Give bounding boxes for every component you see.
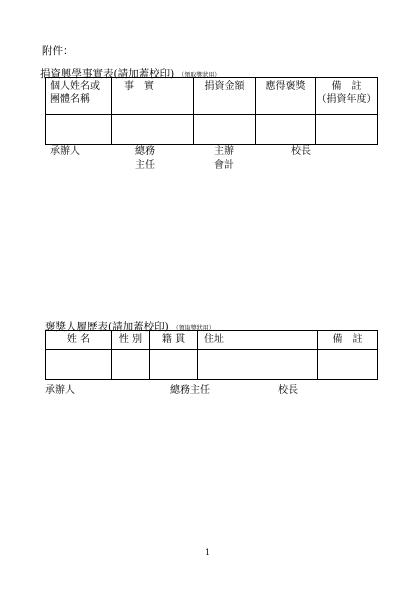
donation-facts-table <box>45 77 378 145</box>
form1-sign-handler: 承辦人 <box>50 146 80 157</box>
form1-sign-general-affairs-line2: 主任 <box>135 160 155 171</box>
form2-title-note: （領取獎狀用） <box>172 325 215 332</box>
page-number: 1 <box>205 548 211 557</box>
header-award: 應得褒獎 <box>256 78 316 115</box>
cell-remark[interactable] <box>316 115 378 145</box>
form1-sign-general-affairs-line1: 總務 <box>135 146 155 157</box>
form2-title-text: 褒獎人履歷表(請加蓋校印) <box>45 321 169 333</box>
form2-sign-general-affairs: 總務主任 <box>170 385 210 396</box>
cell-gender[interactable] <box>112 350 150 380</box>
form2-sign-handler: 承辦人 <box>45 385 75 396</box>
cell-donor-name[interactable] <box>46 115 112 145</box>
header-remark-text: 備 註 <box>331 81 362 92</box>
donation-facts-header-row <box>46 78 378 115</box>
form1-title-text: 捐資興學事實表(請加蓋校印) <box>40 68 175 80</box>
header-name: 姓 名 <box>46 331 112 350</box>
table-row <box>46 115 378 145</box>
form1-sign-organizer-line1: 主辦 <box>214 146 234 157</box>
header-donor-name-line2: 團體名稱 <box>50 94 90 105</box>
header-amount: 捐資金額 <box>194 78 256 115</box>
header-donor-name-line1: 個人姓名或 <box>50 81 100 92</box>
header-address <box>198 331 318 350</box>
header-remark <box>316 78 378 115</box>
form1-sign-organizer-line2: 會計 <box>214 160 234 171</box>
cell-address[interactable] <box>198 350 318 380</box>
attachment-label: 附件： <box>42 45 74 57</box>
cell-origin[interactable] <box>150 350 198 380</box>
header-origin: 籍 貫 <box>150 331 198 350</box>
header-donor-name <box>46 78 112 115</box>
header-gender: 性 別 <box>112 331 150 350</box>
cell-amount[interactable] <box>194 115 256 145</box>
cell-award[interactable] <box>256 115 316 145</box>
header-address-text: 住址 <box>204 334 224 345</box>
header-remark2: 備 註 <box>318 331 378 350</box>
header-facts-text: 事 實 <box>124 81 154 92</box>
form2-sign-principal: 校長 <box>278 385 298 396</box>
form1-sign-principal: 校長 <box>291 146 311 157</box>
awardee-resume-table <box>45 330 378 380</box>
cell-name[interactable] <box>46 350 112 380</box>
table-row <box>46 350 378 380</box>
cell-facts[interactable] <box>112 115 194 145</box>
header-facts <box>112 78 194 115</box>
cell-remark2[interactable] <box>318 350 378 380</box>
form1-title-note: （領取獎狀用） <box>178 72 221 79</box>
header-remark-sub: （捐資年度） <box>316 94 377 105</box>
awardee-resume-header-row <box>46 331 378 350</box>
